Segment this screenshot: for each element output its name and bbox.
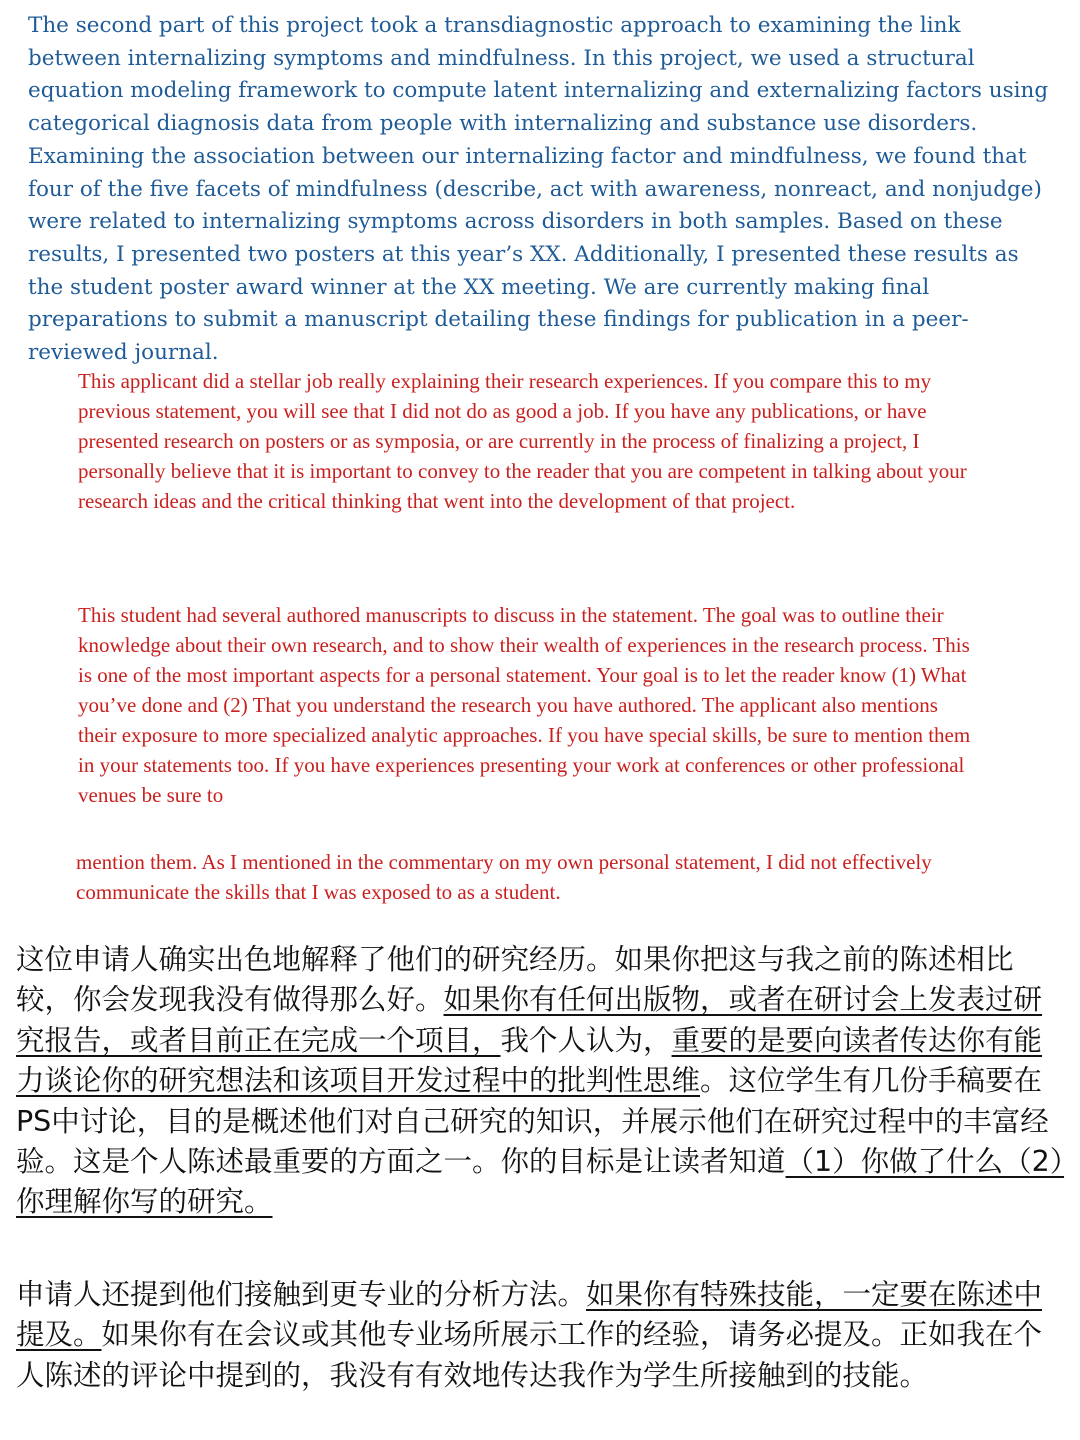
chinese-translation-paragraph-2: [16, 1275, 1068, 1396]
underlined-translation-text: （1）你做了什么（2）你理解你写的研究。: [16, 1145, 1065, 1219]
translation-text: 这位申请人确实出色地解释了他们的研究经历。如果你把这与我之前的陈述相比较，你会发现我没有做得那么好。: [16, 943, 1014, 1017]
translation-text: 我个人认为，: [500, 1023, 672, 1057]
essay-excerpt-paragraph: The second part of this project took a transdiagnostic approach to examining the link between internalizing symptoms and mindfulness. In this project, we used a structural equation modeling framework to compute latent internalizing and externalizing factors using categorical diagnosis data from people with internalizing and substance use disorders. Examining the association between our internalizing factor and mindfulness, we found that four of the five facets of mindfulness (describe, act with awareness, nonreact, and nonjudge) were related to internalizing symptoms across disorders in both samples. Based on these results, I presented two posters at this year’s XX. Additionally, I presented these results as the student poster award winner at the XX meeting. We are currently making final preparations to submit a manuscript detailing these findings for publication in a peer-reviewed journal.: [28, 13, 1049, 366]
translation-text: 。这位学生有几份手稿要在PS中讨论，目的是概述他们对自己研究的知识，并展示他们在研究过程中的丰富经验。这是个人陈述最重要的方面之一。你的目标是让读者知道: [16, 1064, 1049, 1179]
translation-text: 如果你有在会议或其他专业场所展示工作的经验，请务必提及。正如我在个人陈述的评论中提到的，我没有有效地传达我作为学生所接触到的技能。: [16, 1318, 1043, 1392]
underlined-translation-text: 重要的是要向读者传达你有能力谈论你的研究想法和该项目开发过程中的批判性思维: [16, 1023, 1043, 1098]
underlined-translation-text: 如果你有任何出版物，或者在研讨会上发表过研究报告，或者目前正在完成一个项目，: [16, 983, 1043, 1057]
underlined-translation-text: 如果你有特殊技能，一定要在陈述中提及。: [16, 1278, 1043, 1352]
commentary-paragraph-3: mention them. As I mentioned in the commentary on my own personal statement, I did not effectively communicate the skills that I was exposed to as a student.: [76, 850, 932, 904]
chinese-translation-paragraph-1: [16, 940, 1068, 1223]
commentary-paragraph-2: This student had several authored manuscripts to discuss in the statement. The goal was to outline their knowledge about their own research, and to show their wealth of experiences in the research process. This is one of the most important aspects for a personal statement. Your goal is to let the reader know (1) What you’ve done and (2) That you understand the research you have authored. The applicant also mentions their exposure to more specialized analytic approaches. If you have special skills, be sure to mention them in your statements too. If you have experiences presenting your work at conferences or other professional venues be sure to: [78, 603, 971, 807]
commentary-paragraph-1: This applicant did a stellar job really explaining their research experiences. If you compare this to my previous statement, you will see that I did not do as good a job. If you have any publications, or have presented research on posters or as symposia, or are currently in the process of finalizing a project, I personally believe that it is important to convey to the reader that you are competent in talking about your research ideas and the critical thinking that went into the development of that project.: [78, 369, 967, 513]
translation-text: 申请人还提到他们接触到更专业的分析方法。: [16, 1278, 587, 1311]
